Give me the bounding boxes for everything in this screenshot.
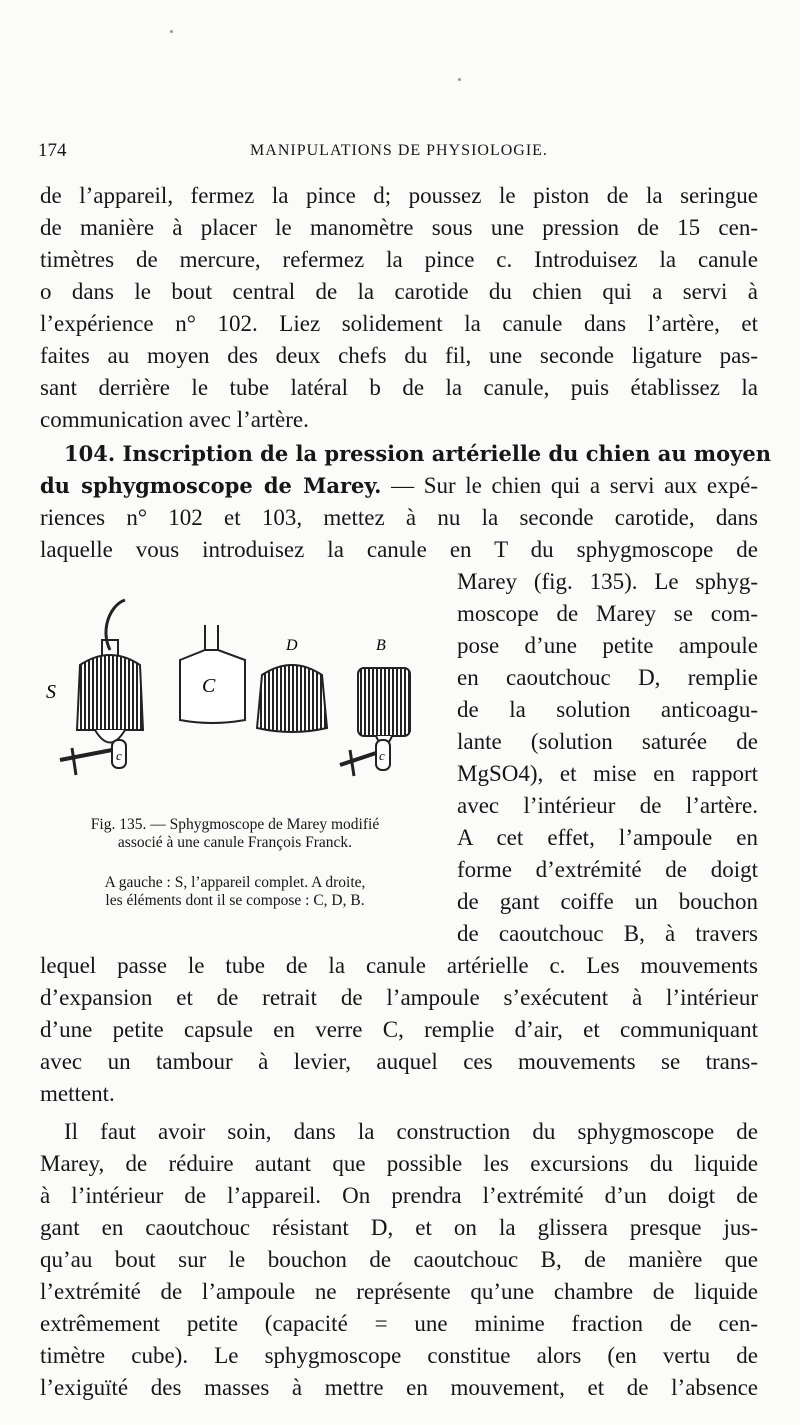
text-line: de gant coiffe un bouchon	[457, 889, 758, 914]
text-line: avec l’intérieur de l’artère.	[457, 793, 758, 818]
text-line: forme d’extrémité de doigt	[457, 857, 758, 882]
text-line: qu’au bout sur le bouchon de caoutchouc B, de manière que	[40, 1247, 758, 1272]
running-title: MANIPULATIONS DE PHYSIOLOGIE.	[250, 142, 548, 159]
text-line: MgSO4), et mise en rapport	[457, 761, 758, 786]
text-line: laquelle vous introduisez la canule en T du sphygmoscope de	[40, 537, 758, 562]
page-number: 174	[38, 140, 67, 161]
text-line: de manière à placer le manomètre sous une pression de 15 cen-	[40, 215, 758, 240]
text-line: communication avec l’artère.	[40, 407, 309, 432]
text-line: en caoutchouc D, remplie	[457, 665, 758, 690]
text-line: timètres de mercure, refermez la pince c. Introduisez la canule	[40, 247, 758, 272]
figure-caption-line: A gauche : S, l’appareil complet. A droite,	[104, 874, 366, 891]
figure-label-c: C	[202, 675, 216, 697]
text-line: gant en caoutchouc résistant D, et on la glissera presque jus-	[40, 1215, 758, 1240]
rubber-stopper-b-drawing	[340, 637, 410, 776]
figure-label-c-left: c	[116, 748, 122, 763]
text-line: de caoutchouc B, à travers	[457, 921, 758, 946]
text-line: o dans le bout central de la carotide du chien qui a servi à	[40, 279, 758, 304]
text-line: Marey, de réduire autant que possible les excursions du liquide	[40, 1151, 758, 1176]
text-line: lante (solution saturée de	[457, 729, 758, 754]
figure-label-c-right: c	[379, 748, 385, 763]
figure-label-b: B	[376, 637, 386, 654]
figure-label-d: D	[286, 637, 298, 654]
figure-caption-line: les éléments dont il se compose : C, D, B.	[105, 892, 365, 909]
text-line: l’exiguïté des masses à mettre en mouvement, et de l’absence	[40, 1375, 758, 1400]
text-line: pose d’une petite ampoule	[457, 633, 758, 658]
page-header	[38, 140, 760, 168]
sphygmoscope-illustration	[40, 590, 435, 805]
text-line: mettent.	[40, 1081, 115, 1106]
section-heading-continued	[40, 470, 758, 502]
heading-rest: — Sur le chien qui a servi aux expé-	[381, 473, 758, 498]
text-line: timètre cube). Le sphygmoscope constitue alors (en vertu de	[40, 1343, 758, 1368]
text-line: Marey (fig. 135). Le sphyg-	[457, 569, 758, 594]
text-line: faites au moyen des deux chefs du fil, une seconde ligature pas-	[40, 343, 758, 368]
figure-caption-line: Fig. 135. — Sphygmoscope de Marey modifié	[90, 816, 380, 833]
text-line: Il faut avoir soin, dans la construction du sphygmoscope de	[64, 1119, 758, 1144]
text-line: sant derrière le tube latéral b de la canule, puis établissez la	[40, 375, 758, 400]
text-line: d’une petite capsule en verre C, remplie d’air, et communiquant	[40, 1017, 758, 1042]
glass-capsule-c-drawing	[180, 625, 245, 723]
text-line: d’expansion et de retrait de l’ampoule s’exécutent à l’intérieur	[40, 985, 758, 1010]
text-line: l’expérience n° 102. Liez solidement la canule dans l’artère, et	[40, 311, 758, 336]
text-line: extrêmement petite (capacité = une minime fraction de cen-	[40, 1311, 758, 1336]
text-line: moscope de Marey se com-	[457, 601, 758, 626]
figure-label-s: S	[46, 681, 56, 703]
text-line: l’extrémité de l’ampoule ne représente qu’une chambre de liquide	[40, 1279, 758, 1304]
apparatus-s-drawing	[46, 600, 143, 775]
paper-speck	[170, 30, 173, 33]
text-line: avec un tambour à levier, auquel ces mouvements se trans-	[40, 1049, 758, 1074]
section-heading: 104. Inscription de la pression artérielle du chien au moyen	[64, 441, 771, 466]
heading-bold-part: du sphygmoscope de Marey.	[40, 473, 382, 498]
figure-caption-line: associé à une canule François Franck.	[117, 834, 353, 851]
text-line: riences n° 102 et 103, mettez à nu la seconde carotide, dans	[40, 505, 758, 530]
text-line: de la solution anticoagu-	[457, 697, 758, 722]
text-line: de l’appareil, fermez la pince d; poussez le piston de la seringue	[40, 183, 758, 208]
paper-speck	[458, 78, 461, 81]
text-line: lequel passe le tube de la canule artérielle c. Les mouvements	[40, 953, 758, 978]
text-line: A cet effet, l’ampoule en	[457, 825, 758, 850]
rubber-ampoule-d-drawing	[257, 637, 327, 732]
text-line: à l’intérieur de l’appareil. On prendra l’extrémité d’un doigt de	[40, 1183, 758, 1208]
